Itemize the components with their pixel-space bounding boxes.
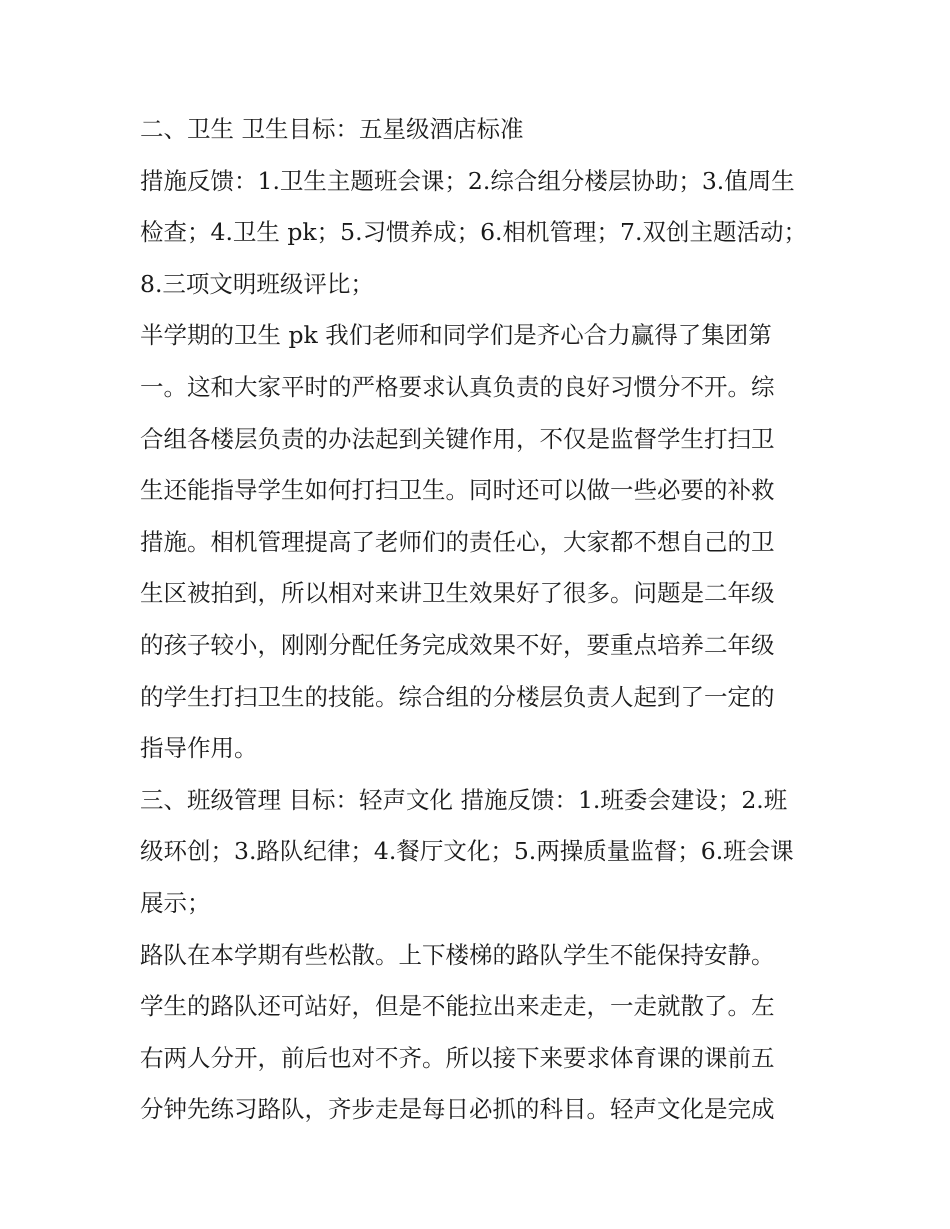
- text-line: 8.三项文明班级评比；: [140, 269, 374, 298]
- text-line: 措施反馈：1.卫生主题班会课；2.综合组分楼层协助；3.值周生: [140, 166, 795, 195]
- text-line: 展示；: [140, 888, 211, 917]
- text-line: 生还能指导学生如何打扫卫生。同时还可以做一些必要的补救: [140, 476, 775, 505]
- document-text: [140, 104, 812, 1136]
- text-line: 检查；4.卫生 pk；5.习惯养成；6.相机管理；7.双创主题活动；: [140, 218, 807, 247]
- text-line: 生区被拍到，所以相对来讲卫生效果好了很多。问题是二年级: [140, 579, 775, 608]
- text-line: 分钟先练习路队，齐步走是每日必抓的科目。轻声文化是完成: [140, 1095, 775, 1124]
- text-line: 路队在本学期有些松散。上下楼梯的路队学生不能保持安静。: [140, 940, 775, 969]
- text-line: 指导作用。: [140, 734, 258, 763]
- text-line: 的孩子较小，刚刚分配任务完成效果不好，要重点培养二年级: [140, 630, 775, 659]
- text-line: 右两人分开，前后也对不齐。所以接下来要求体育课的课前五: [140, 1043, 775, 1072]
- text-line: 二、卫生 卫生目标：五星级酒店标准: [140, 115, 524, 143]
- text-line: 三、班级管理 目标：轻声文化 措施反馈：1.班委会建设；2.班: [140, 785, 788, 814]
- text-line: 措施。相机管理提高了老师们的责任心，大家都不想自己的卫: [140, 527, 775, 556]
- text-line: 半学期的卫生 pk 我们老师和同学们是齐心合力赢得了集团第: [140, 321, 772, 350]
- text-line: 的学生打扫卫生的技能。综合组的分楼层负责人起到了一定的: [140, 682, 775, 711]
- text-line: 级环创；3.路队纪律；4.餐厅文化；5.两操质量监督；6.班会课: [140, 837, 794, 866]
- text-line: 合组各楼层负责的办法起到关键作用，不仅是监督学生打扫卫: [140, 424, 775, 453]
- text-line: 一。这和大家平时的严格要求认真负责的良好习惯分不开。综: [140, 372, 775, 401]
- text-line: 学生的路队还可站好，但是不能拉出来走走，一走就散了。左: [140, 992, 775, 1021]
